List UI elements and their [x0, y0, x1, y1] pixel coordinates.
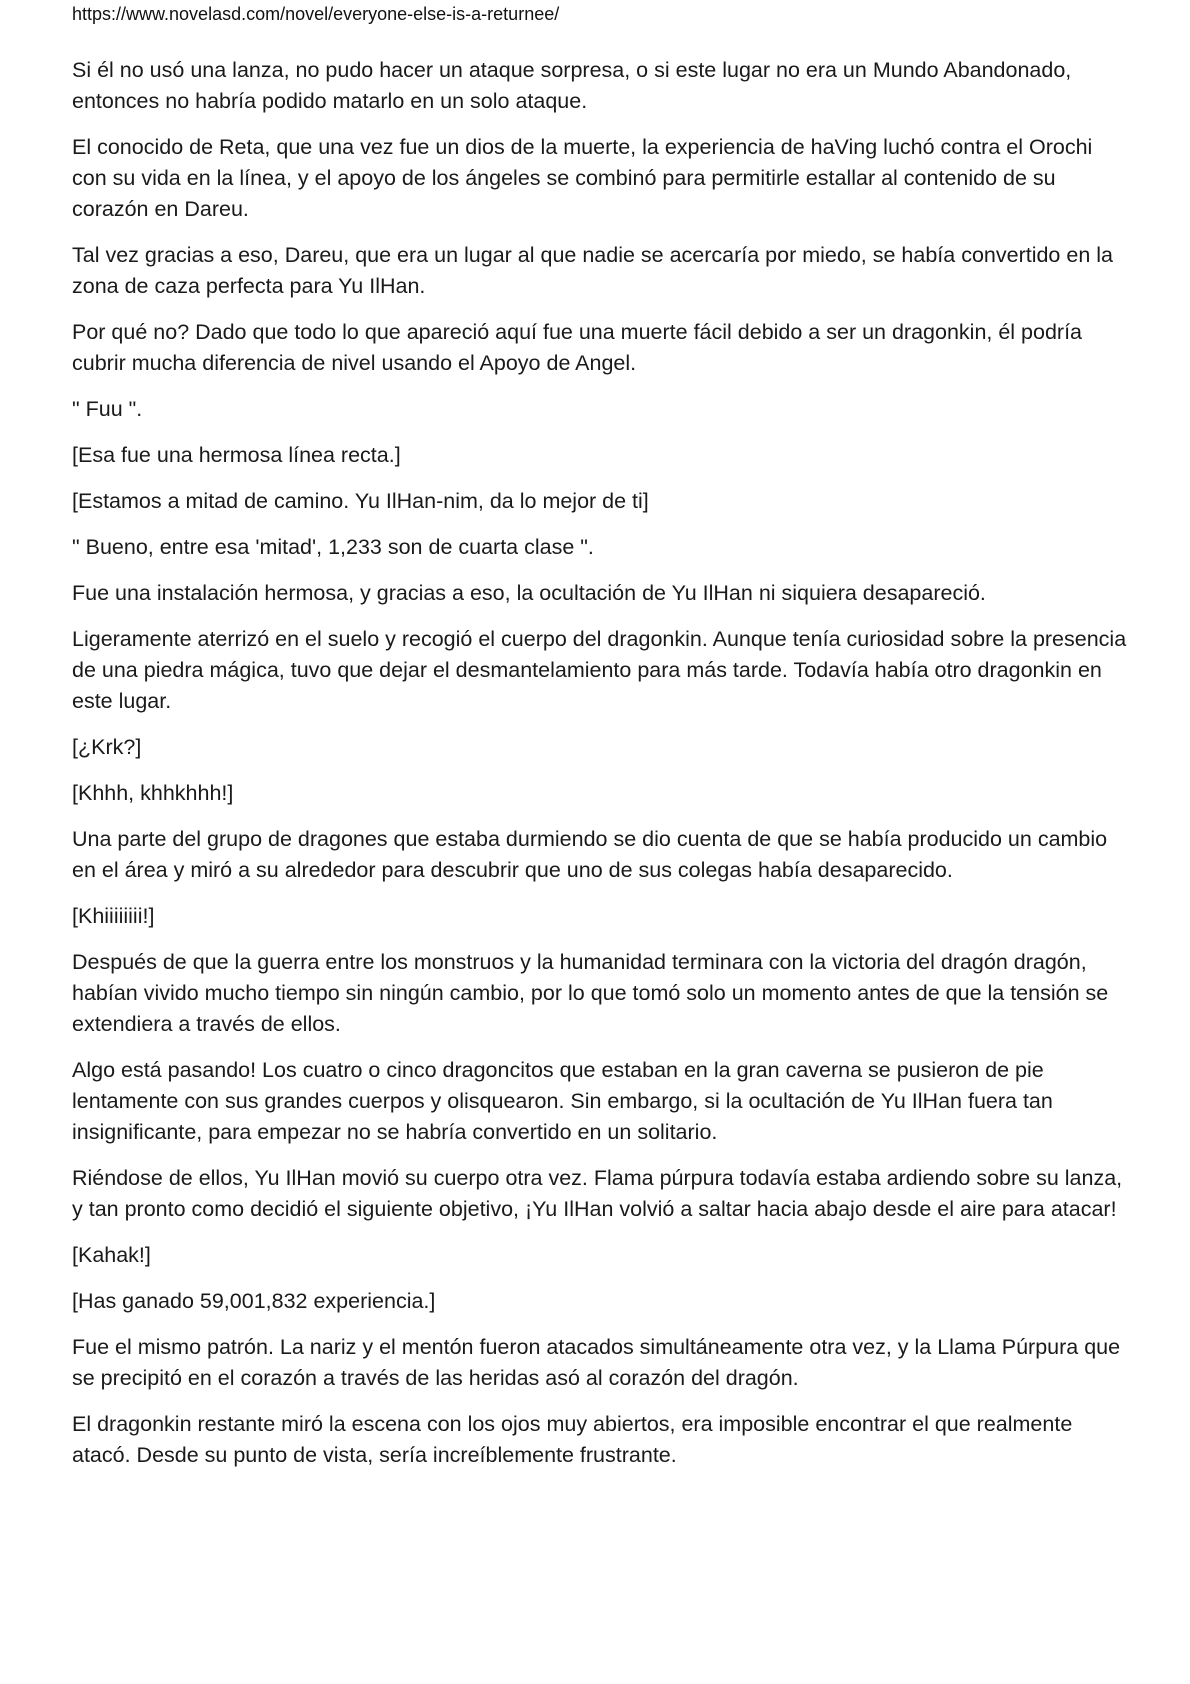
dialogue-line: [Kahak!]: [72, 1243, 151, 1267]
paragraph: Por qué no? Dado que todo lo que apareció aquí fue una muerte fácil debido a ser un dragonkin, él podría cubrir mucha diferencia de nivel usando el Apoyo de Angel.: [72, 320, 1083, 375]
dialogue-line: [Khiiiiiiii!]: [72, 904, 155, 928]
paragraph: Después de que la guerra entre los monstruos y la humanidad terminara con la victoria del dragón dragón, habían vivido mucho tiempo sin ningún cambio, por lo que tomó solo un momento antes de que la tensión se extendiera a través de ellos.: [72, 950, 1109, 1036]
system-message: [Estamos a mitad de camino. Yu IlHan-nim, da lo mejor de ti]: [72, 489, 649, 513]
system-message: [Esa fue una hermosa línea recta.]: [72, 443, 401, 467]
paragraph: Una parte del grupo de dragones que estaba durmiendo se dio cuenta de que se había producido un cambio en el área y miró a su alrededor para descubrir que uno de sus colegas había desaparecido.: [72, 827, 1108, 882]
paragraph: Fue el mismo patrón. La nariz y el mentón fueron atacados simultáneamente otra vez, y la Llama Púrpura que se precipitó en el corazón a través de las heridas asó al corazón del dragón.: [72, 1335, 1121, 1390]
paragraph: Fue una instalación hermosa, y gracias a eso, la ocultación de Yu IlHan ni siquiera desapareció.: [72, 581, 986, 605]
paragraph: Algo está pasando! Los cuatro o cinco dragoncitos que estaban en la gran caverna se pusieron de pie lentamente con sus grandes cuerpos y olisquearon. Sin embargo, si la ocultación de Yu IlHan fuera tan insignificante, para empezar no se habría convertido en un solitario.: [72, 1058, 1053, 1144]
page-url: https://www.novelasd.com/novel/everyone-else-is-a-returnee/: [72, 4, 560, 24]
dialogue-line: " Fuu ".: [72, 397, 143, 421]
article-body: [72, 55, 1130, 1486]
paragraph: El dragonkin restante miró la escena con los ojos muy abiertos, era imposible encontrar el que realmente atacó. Desde su punto de vista, sería increíblemente frustrante.: [72, 1412, 1073, 1467]
dialogue-line: " Bueno, entre esa 'mitad', 1,233 son de cuarta clase ".: [72, 535, 594, 559]
system-message: [Has ganado 59,001,832 experiencia.]: [72, 1289, 436, 1313]
dialogue-line: [Khhh, khhkhhh!]: [72, 781, 234, 805]
paragraph: Ligeramente aterrizó en el suelo y recogió el cuerpo del dragonkin. Aunque tenía curiosidad sobre la presencia de una piedra mágica, tuvo que dejar el desmantelamiento para más tarde. Todavía había otro dragonkin en este lugar.: [72, 627, 1127, 713]
paragraph: Si él no usó una lanza, no pudo hacer un ataque sorpresa, o si este lugar no era un Mundo Abandonado, entonces no habría podido matarlo en un solo ataque.: [72, 58, 1072, 113]
dialogue-line: [¿Krk?]: [72, 735, 142, 759]
paragraph: El conocido de Reta, que una vez fue un dios de la muerte, la experiencia de haVing luchó contra el Orochi con su vida en la línea, y el apoyo de los ángeles se combinó para permitirle estallar al contenido de su corazón en Dareu.: [72, 135, 1093, 221]
paragraph: Tal vez gracias a eso, Dareu, que era un lugar al que nadie se acercaría por miedo, se había convertido en la zona de caza perfecta para Yu IlHan.: [72, 243, 1113, 298]
paragraph: Riéndose de ellos, Yu IlHan movió su cuerpo otra vez. Flama púrpura todavía estaba ardiendo sobre su lanza, y tan pronto como decidió el siguiente objetivo, ¡Yu IlHan volvió a saltar hacia abajo desde el aire para atacar!: [72, 1166, 1123, 1221]
